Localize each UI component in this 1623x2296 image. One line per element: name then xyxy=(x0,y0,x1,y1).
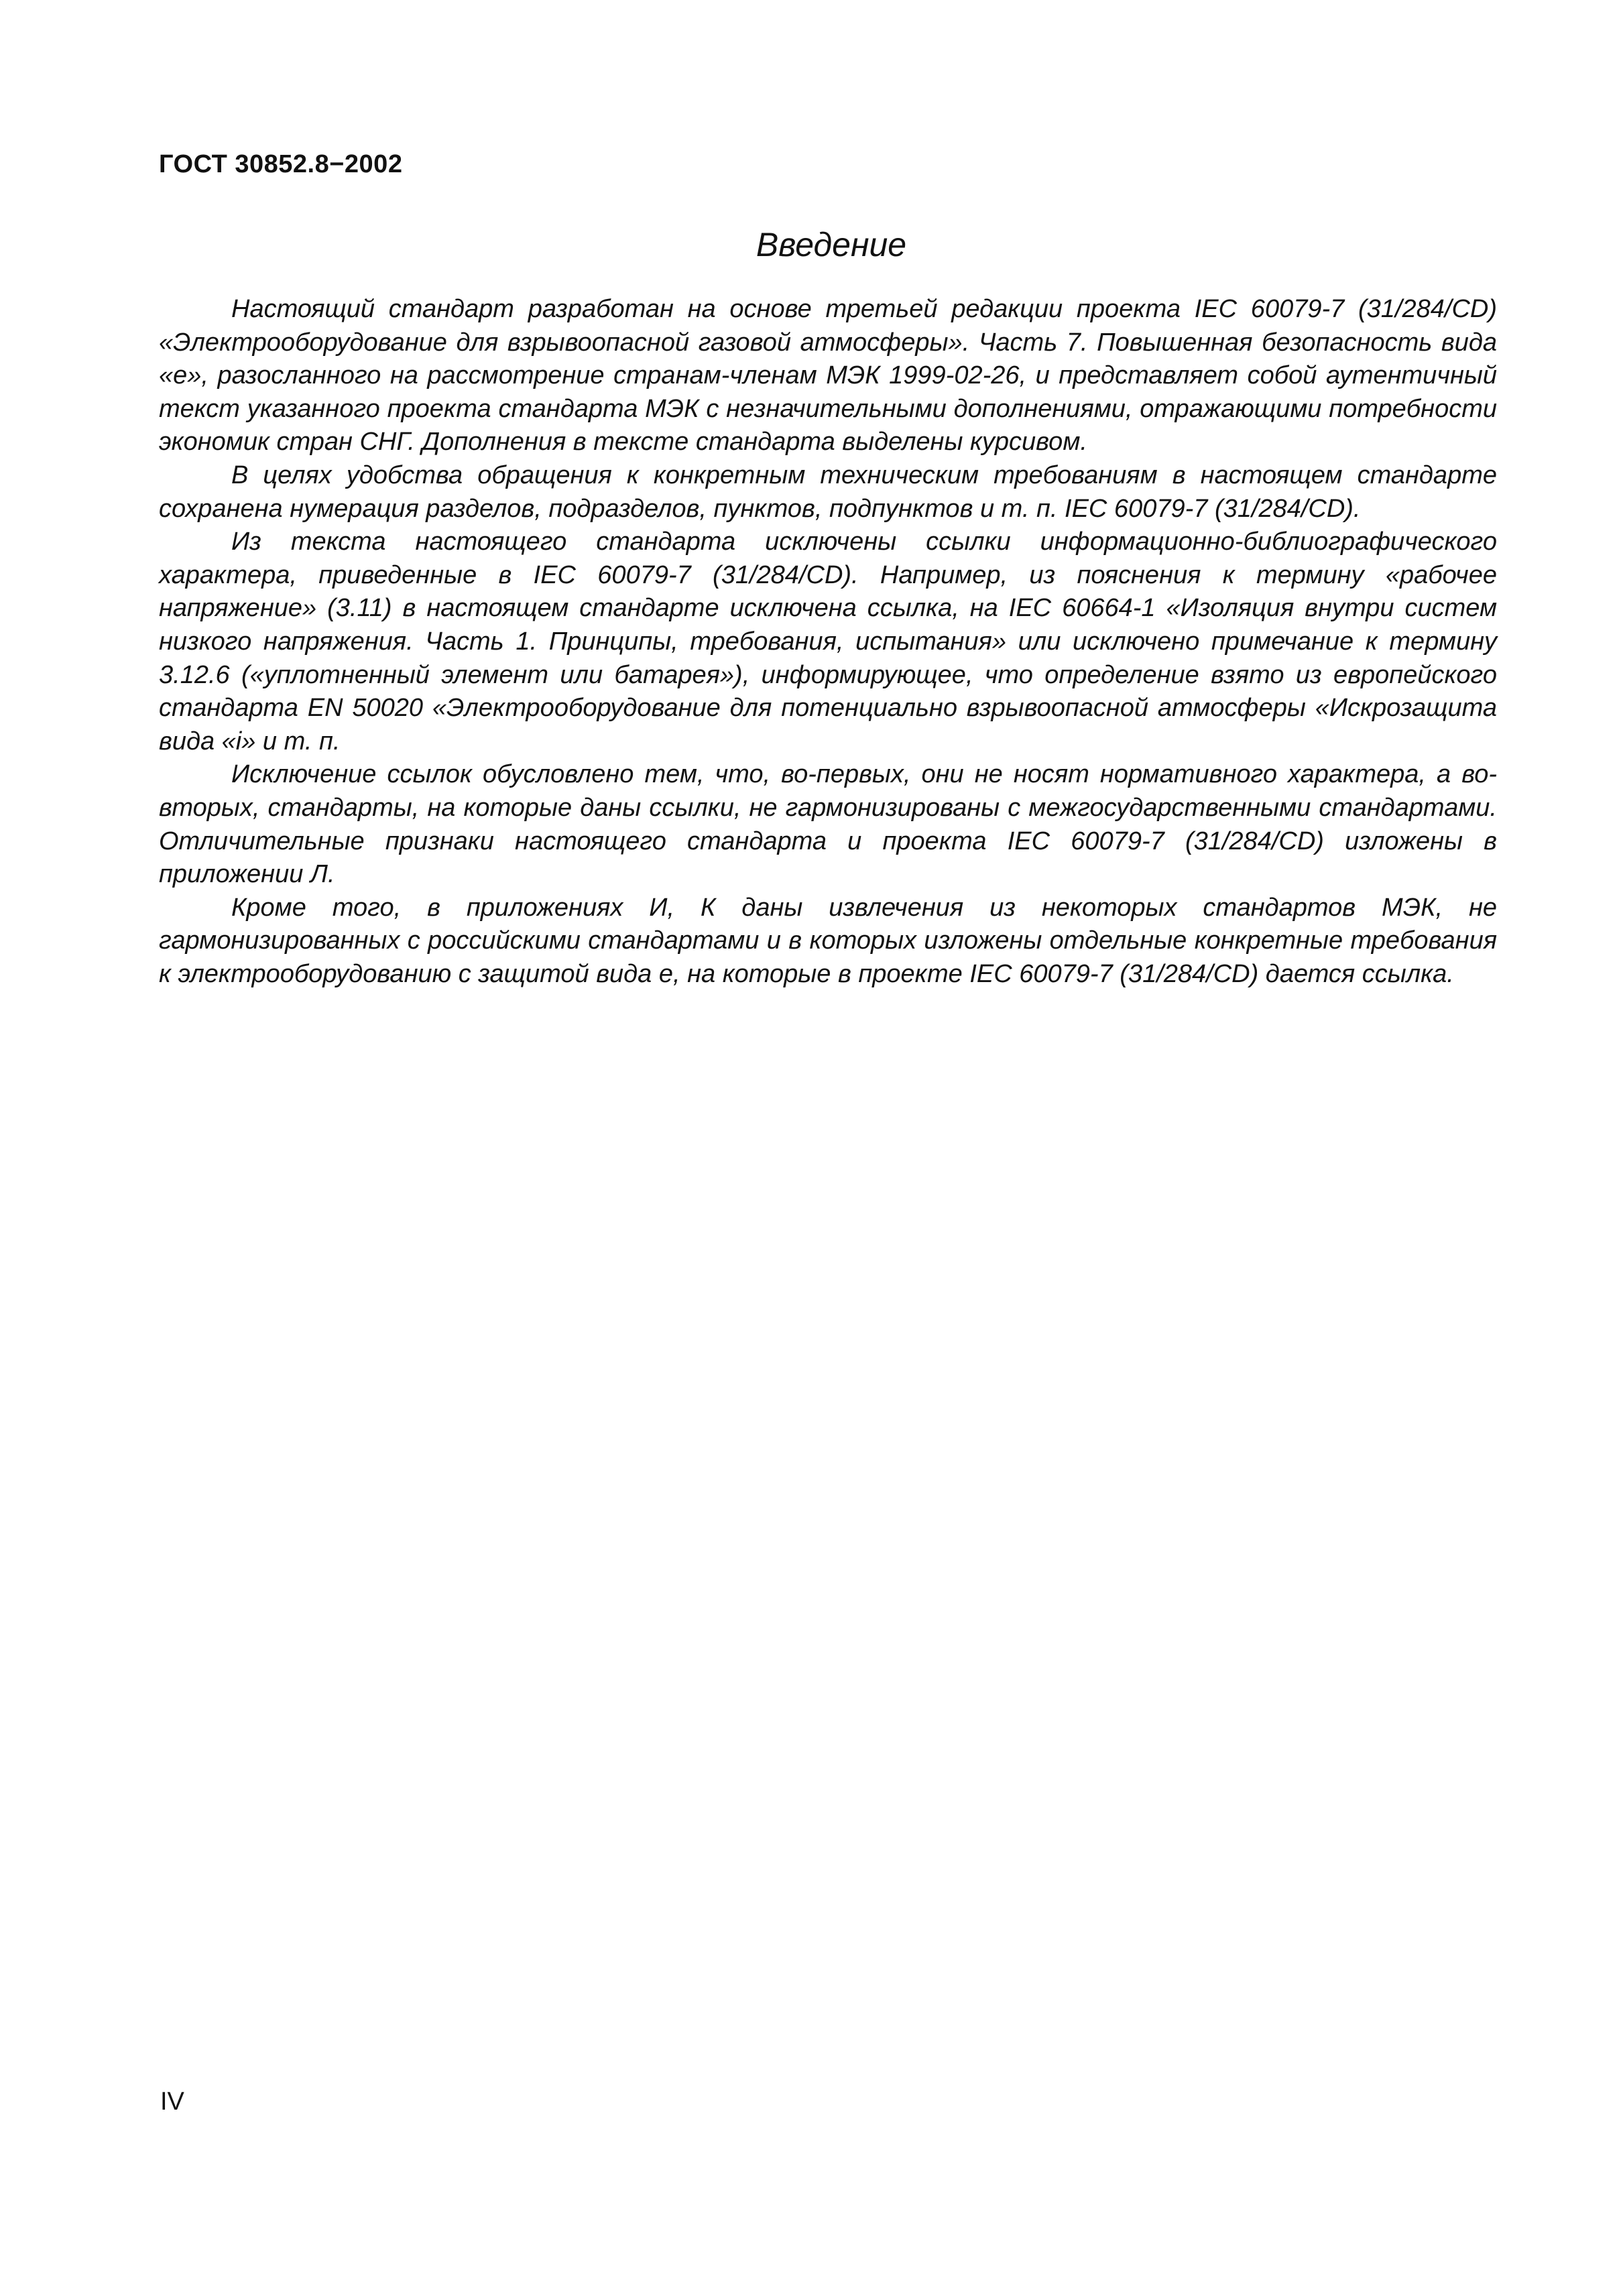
document-header: ГОСТ 30852.8−2002 xyxy=(159,150,403,178)
section-title: Введение xyxy=(756,226,907,263)
paragraph: В целях удобства обращения к конкретным техническим требованиям в настоящем стандарте сохранена нумерация разделов, подразделов, пунктов, подпунктов и т. п. IEC 60079-7 (31/284/CD). xyxy=(159,461,1497,523)
paragraph: Исключение ссылок обусловлено тем, что, во-первых, они не носят нормативного характера, а во-вторых, стандарты, на которые даны ссылки, не гармонизированы с межгосударственными стандартами. Отличительные признаки настоящего стандарта и проекта IEC 60079-7 (31/284/CD) изложены в приложении Л. xyxy=(159,760,1497,889)
page-number: IV xyxy=(160,2088,184,2116)
body-text xyxy=(159,293,1497,991)
paragraph: Настоящий стандарт разработан на основе третьей редакции проекта IEC 60079-7 (31/284/CD) «Электрооборудование для взрывоопасной газовой атмосферы». Часть 7. Повышенная безопасность вида «е», разосланного на рассмотрение странам-членам МЭК 1999-02-26, и представляет собой аутентичный текст указанного проекта стандарта МЭК с незначительными дополнениями, отражающими потребности экономик стран СНГ. Дополнения в тексте стандарта выделены курсивом. xyxy=(159,295,1497,457)
paragraph: Кроме того, в приложениях И, К даны извлечения из некоторых стандартов МЭК, не гармонизированных с российскими стандартами и в которых изложены отдельные конкретные требования к электрооборудованию с защитой вида е, на которые в проекте IEC 60079-7 (31/284/CD) дается ссылка. xyxy=(159,893,1497,988)
paragraph: Из текста настоящего стандарта исключены ссылки информационно-библиографического характера, приведенные в IEC 60079-7 (31/284/CD). Например, из пояснения к термину «рабочее напряжение» (3.11) в настоящем стандарте исключена ссылка, на IEC 60664-1 «Изоляция внутри систем низкого напряжения. Часть 1. Принципы, требования, испытания» или исключено примечание к термину 3.12.6 («уплотненный элемент или батарея»), информирующее, что определение взято из европейского стандарта EN 50020 «Электрооборудование для потенциально взрывоопасной атмосферы «Искрозащита вида «i» и т. п. xyxy=(159,528,1497,756)
